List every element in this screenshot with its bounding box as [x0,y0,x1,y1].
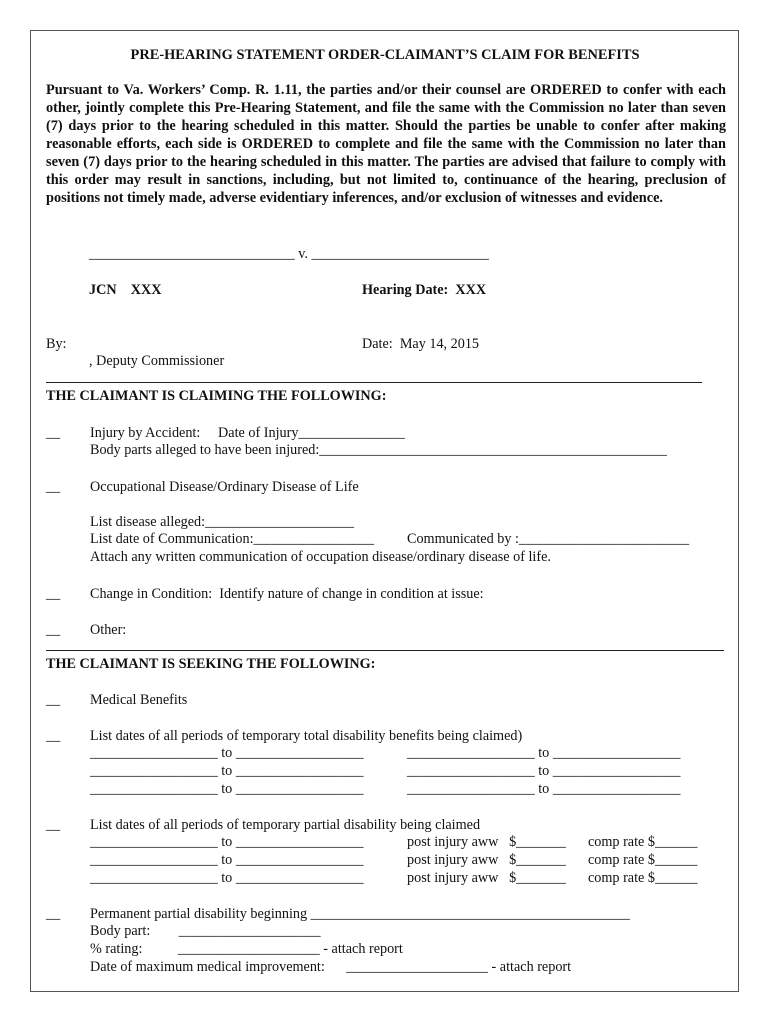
jcn-label: JCN XXX [89,282,162,298]
order-date: Date: May 14, 2015 [362,336,480,352]
tpd-aww-field[interactable]: post injury aww $_______ [407,852,566,868]
mmi-date-field[interactable]: Date of maximum medical improvement: ____________________ - attach report [90,959,572,975]
attach-communication-note: Attach any written communication of occupation disease/ordinary disease of life. [90,549,551,565]
tpd-period-field[interactable]: __________________ to __________________ [90,834,364,850]
hearing-date-label: Hearing Date: XXX [362,282,487,298]
change-condition-checkbox[interactable]: __ [46,586,61,602]
occupational-checkbox[interactable]: __ [46,479,61,495]
ttd-checkbox[interactable]: __ [46,728,61,744]
case-caption-line[interactable]: _____________________________ v. _________________________ [89,246,489,262]
ttd-period-field[interactable]: __________________ to __________________ [407,745,681,761]
ppd-body-part-field[interactable]: Body part: ____________________ [90,923,321,939]
tpd-comp-rate-field[interactable]: comp rate $______ [588,852,698,868]
tpd-period-field[interactable]: __________________ to __________________ [90,870,364,886]
ttd-label: List dates of all periods of temporary total disability benefits being claimed) [90,728,523,744]
tpd-comp-rate-field[interactable]: comp rate $______ [588,870,698,886]
intro-paragraph: Pursuant to Va. Workers’ Comp. R. 1.11, the parties and/or their counsel are ORDERED to confer with each other, jointly complete this Pre-Hearing Statement, and file the same with the Commission no later than seven (7) days prior to the hearing scheduled in this matter. Should the parties be unable to confer after making reasonable efforts, each side is ORDERED to complete and file the same with the Commission no later than seven (7) days prior to the hearing scheduled in this matter. The parties are advised that failure to comply with this order may result in sanctions, including, but not limited to, continuance of the hearing, preclusion of positions not timely made, adverse evidentiary inferences, and/or exclusion of witnesses and evidence. [46,82,726,206]
medical-checkbox[interactable]: __ [46,692,61,708]
injury-by-accident-field[interactable]: Injury by Accident: Date of Injury_______________ [90,425,405,441]
tpd-label: List dates of all periods of temporary partial disability being claimed [90,817,481,833]
tpd-aww-field[interactable]: post injury aww $_______ [407,870,566,886]
list-date-communication-field[interactable]: List date of Communication:_________________ [90,531,375,547]
other-checkbox[interactable]: __ [46,622,61,638]
seeking-heading: THE CLAIMANT IS SEEKING THE FOLLOWING: [46,656,376,672]
deputy-commissioner-label: , Deputy Commissioner [89,353,225,369]
ppd-rating-field[interactable]: % rating: ____________________ - attach report [90,941,403,957]
by-label: By: [46,336,67,352]
communicated-by-field[interactable]: Communicated by :________________________ [407,531,690,547]
form-title: PRE-HEARING STATEMENT ORDER-CLAIMANT’S CLAIM FOR BENEFITS [130,47,640,63]
ttd-period-field[interactable]: __________________ to __________________ [407,781,681,797]
section-divider [46,382,702,383]
other-label: Other: [90,622,127,638]
tpd-period-field[interactable]: __________________ to __________________ [90,852,364,868]
ppd-checkbox[interactable]: __ [46,906,61,922]
tpd-comp-rate-field[interactable]: comp rate $______ [588,834,698,850]
ppd-beginning-field[interactable]: Permanent partial disability beginning _____________________________________________ [90,906,630,922]
section-divider [46,650,724,651]
claiming-heading: THE CLAIMANT IS CLAIMING THE FOLLOWING: [46,388,387,404]
ttd-period-field[interactable]: __________________ to __________________ [90,781,364,797]
ttd-period-field[interactable]: __________________ to __________________ [90,763,364,779]
ttd-period-field[interactable]: __________________ to __________________ [90,745,364,761]
tpd-checkbox[interactable]: __ [46,817,61,833]
body-parts-field[interactable]: Body parts alleged to have been injured:_________________________________________________ [90,442,667,458]
change-in-condition-label: Change in Condition: Identify nature of change in condition at issue: [90,586,484,602]
injury-checkbox[interactable]: __ [46,425,61,441]
tpd-aww-field[interactable]: post injury aww $_______ [407,834,566,850]
medical-benefits-label: Medical Benefits [90,692,188,708]
list-disease-field[interactable]: List disease alleged:_____________________ [90,514,355,530]
occupational-disease-label: Occupational Disease/Ordinary Disease of Life [90,479,359,495]
ttd-period-field[interactable]: __________________ to __________________ [407,763,681,779]
